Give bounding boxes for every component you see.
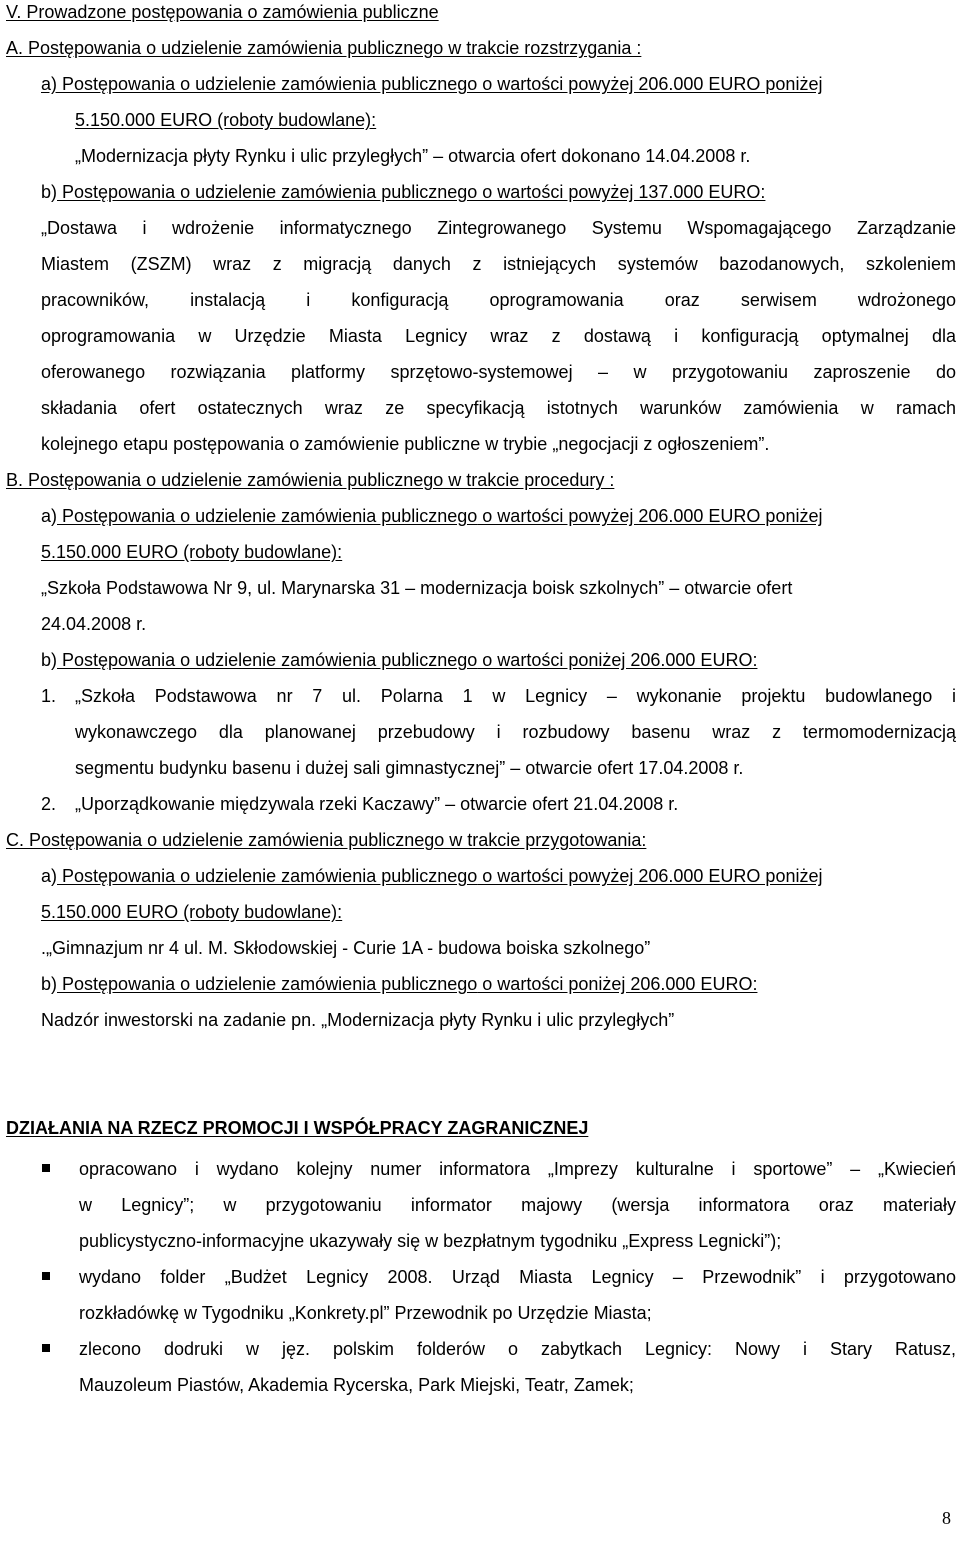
part-b-a-line1: [41, 504, 822, 528]
part-b-a-heading: Postępowania o udzielenie zamówienia publicznego: [57, 506, 478, 526]
part-c-b-heading: Postępowania o udzielenie zamówienia publicznego: [57, 974, 478, 994]
part-c-b-item: Nadzór inwestorski na zadanie pn. „Modernizacja płyty Rynku i ulic przyległych”: [41, 1010, 675, 1030]
part-a-a-item: „Modernizacja płyty Rynku i ulic przyległych” – otwarcia ofert dokonano 14.04.2008 r.: [75, 146, 751, 166]
list-item-number: 2.: [41, 794, 57, 814]
part-c-a-heading: Postępowania o udzielenie zamówienia publicznego: [57, 866, 478, 886]
promo-bullet-line: Mauzoleum Piastów, Akademia Rycerska, Park Miejski, Teatr, Zamek;: [79, 1375, 634, 1395]
promo-heading: DZIAŁANIA NA RZECZ PROMOCJI I WSPÓŁPRACY ZAGRANICZNEJ: [6, 1118, 589, 1138]
part-c-b-line: [41, 972, 757, 996]
list-item-number: 1.: [41, 686, 57, 706]
section-heading: V. Prowadzone postępowania o zamówienia publiczne: [6, 2, 439, 22]
part-a-b-text-line: składania ofert ostatecznych wraz ze specyfikacją istotnych warunków zamówienia w ramach: [41, 398, 956, 418]
list-item-line: segmentu budynku basenu i dużej sali gimnastycznej” – otwarcie ofert 17.04.2008 r.: [75, 758, 744, 778]
promo-bullet-line: rozkładówkę w Tygodniku „Konkrety.pl” Przewodnik po Urzędzie Miasta;: [79, 1303, 652, 1323]
part-c-a-line1: [41, 864, 822, 888]
part-a-a-line2: 5.150.000 EURO (roboty budowlane):: [75, 110, 377, 130]
square-bullet-icon: [42, 1272, 50, 1280]
part-b-a-heading-rest: o wartości powyżej 206.000 EURO poniżej: [477, 506, 823, 526]
part-a-b-text-line: pracowników, instalacją i konfiguracją oprogramowania oraz serwisem wdrożonego: [41, 290, 956, 310]
part-a-b-heading-row: [41, 180, 765, 204]
part-b-b-prefix: b): [41, 650, 58, 670]
square-bullet-icon: [42, 1164, 50, 1172]
promo-bullet-line: wydano folder „Budżet Legnicy 2008. Urząd Miasta Legnicy – Przewodnik” i przygotowano: [79, 1267, 956, 1287]
part-a-b-text-line: kolejnego etapu postępowania o zamówienie publiczne w trybie „negocjacji z ogłoszeniem”.: [41, 434, 770, 454]
part-b-b-line: [41, 648, 757, 672]
part-b-heading: B. Postępowania o udzielenie zamówienia publicznego w trakcie procedury :: [6, 470, 615, 490]
part-a-heading: A. Postępowania o udzielenie zamówienia publicznego w trakcie rozstrzygania :: [6, 38, 642, 58]
part-b-b-heading: Postępowania o udzielenie zamówienia publicznego: [57, 650, 478, 670]
part-a-b-heading: Postępowania o udzielenie zamówienia publicznego o wartości powyżej 137.000 EURO:: [57, 182, 766, 202]
part-b-b-heading-rest: o wartości poniżej 206.000 EURO:: [477, 650, 758, 670]
part-a-b-text-line: Miastem (ZSZM) wraz z migracją danych z istniejących systemów bazodanowych, szkoleniem: [41, 254, 956, 274]
list-item-line: wykonawczego dla planowanej przebudowy i rozbudowy basenu wraz z termomodernizacją: [75, 722, 956, 742]
part-c-a-heading-rest: o wartości powyżej 206.000 EURO poniżej: [477, 866, 823, 886]
promo-bullet-line: w Legnicy”; w przygotowaniu informator majowy (wersja informatora oraz materiały: [79, 1195, 956, 1215]
part-a-b-text-line: oferowanego rozwiązania platformy sprzętowo-systemowej – w przygotowaniu zaproszenie do: [41, 362, 956, 382]
part-c-b-prefix: b): [41, 974, 58, 994]
square-bullet-icon: [42, 1344, 50, 1352]
part-c-a-item: .„Gimnazjum nr 4 ul. M. Skłodowskiej - Curie 1A - budowa boiska szkolnego”: [41, 938, 651, 958]
part-c-a-prefix: a): [41, 866, 58, 886]
list-item-line: „Uporządkowanie międzywala rzeki Kaczawy” – otwarcie ofert 21.04.2008 r.: [75, 794, 679, 814]
part-b-a-item-line1: „Szkoła Podstawowa Nr 9, ul. Marynarska 31 – modernizacja boisk szkolnych” – otwarcie ofert: [41, 578, 793, 598]
part-c-b-heading-rest: o wartości poniżej 206.000 EURO:: [477, 974, 758, 994]
list-item-line: „Szkoła Podstawowa nr 7 ul. Polarna 1 w Legnicy – wykonanie projektu budowlanego i: [75, 686, 956, 706]
promo-bullet-line: opracowano i wydano kolejny numer informatora „Imprezy kulturalne i sportowe” – „Kwiecień: [79, 1159, 956, 1179]
part-a-b-prefix: b): [41, 182, 58, 202]
promo-bullet-line: zlecono dodruki w jęz. polskim folderów o zabytkach Legnicy: Nowy i Stary Ratusz,: [79, 1339, 956, 1359]
promo-bullet-line: publicystyczno-informacyjne ukazywały się w bezpłatnym tygodniku „Express Legnicki”);: [79, 1231, 782, 1251]
part-b-a-line2: 5.150.000 EURO (roboty budowlane):: [41, 542, 343, 562]
part-a-b-text-line: „Dostawa i wdrożenie informatycznego Zintegrowanego Systemu Wspomagającego Zarządzanie: [41, 218, 956, 238]
part-b-a-prefix: a): [41, 506, 58, 526]
part-a-b-text-line: oprogramowania w Urzędzie Miasta Legnicy wraz z dostawą i konfiguracją optymalnej dla: [41, 326, 956, 346]
part-c-a-line2: 5.150.000 EURO (roboty budowlane):: [41, 902, 343, 922]
part-b-a-item-line2: 24.04.2008 r.: [41, 614, 147, 634]
part-c-heading: C. Postępowania o udzielenie zamówienia publicznego w trakcie przygotowania:: [6, 830, 647, 850]
part-a-a-line1: a) Postępowania o udzielenie zamówienia publicznego o wartości powyżej 206.000 EURO poniżej: [41, 74, 823, 94]
page-number: 8: [942, 1508, 951, 1528]
